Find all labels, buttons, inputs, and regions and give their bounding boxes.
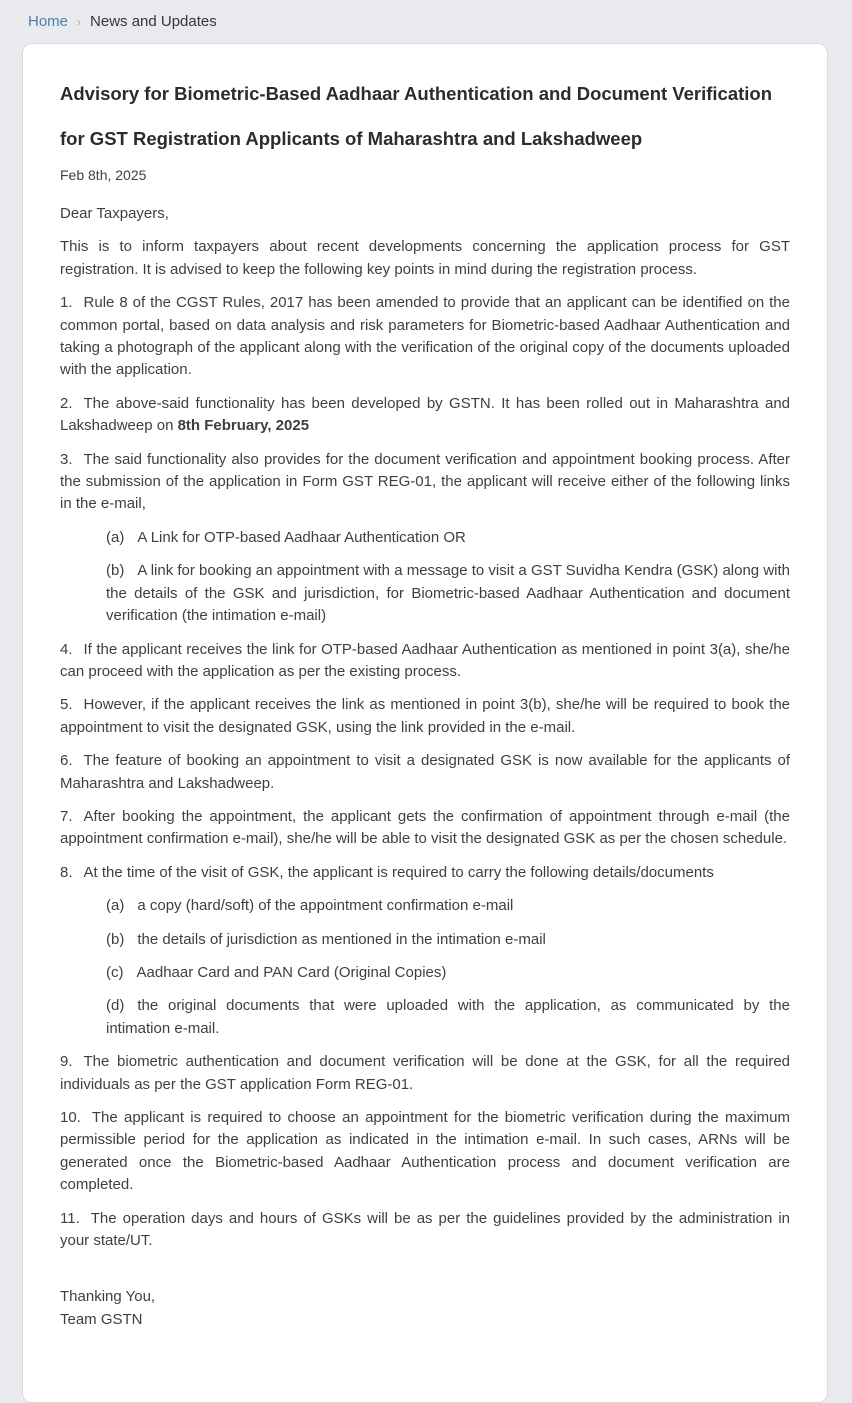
list-marker: 8. bbox=[60, 863, 73, 881]
breadcrumb-home-link[interactable]: Home bbox=[28, 13, 69, 30]
list-marker: 9. bbox=[60, 1053, 73, 1071]
list-item: 7. After booking the appointment, the applicant gets the confirmation of appointment through e-mail (the appointment confirmation e-mail), she/he will be able to visit the designated GSK as per the chosen schedule. bbox=[60, 807, 790, 848]
advisory-body bbox=[60, 203, 790, 1331]
list-item: 4. If the applicant receives the link for OTP-based Aadhaar Authentication as mentioned in point 3(a), she/he can proceed with the application as per the existing process. bbox=[60, 640, 790, 680]
list-marker: 5. bbox=[60, 696, 73, 714]
breadcrumb bbox=[0, 0, 852, 34]
list-marker: 7. bbox=[60, 807, 73, 825]
sub-list-item: (b) A link for booking an appointment with a message to visit a GST Suvidha Kendra (GSK) along with the details of the GSK and jurisdiction, for Biometric-based Aadhaar Authentication and document verification (the intimation e-mail) bbox=[106, 562, 790, 625]
paragraph: This is to inform taxpayers about recent developments concerning the application process for GST registration. It is advised to keep the following key points in mind during the registration process. bbox=[60, 238, 790, 278]
list-item: 6. The feature of booking an appointment to visit a designated GSK is now available for the applicants of Maharashtra and Lakshadweep. bbox=[60, 752, 790, 792]
list-item: 3. The said functionality also provides for the document verification and appointment booking process. After the submission of the application in Form GST REG-01, the applicant will receive either of the following links in the e-mail, bbox=[60, 450, 790, 513]
list-marker: (c) bbox=[106, 963, 124, 981]
sub-list-item: (a) a copy (hard/soft) of the appointment confirmation e-mail bbox=[106, 895, 790, 917]
list-item: 8. At the time of the visit of GSK, the applicant is required to carry the following details/documents bbox=[60, 862, 790, 884]
bold-text: 8th February, 2025 bbox=[177, 417, 310, 435]
list-item: 1. Rule 8 of the CGST Rules, 2017 has been amended to provide that an applicant can be identified on the common portal, based on data analysis and risk parameters for Biometric-based Aadhaar Authentication and taking a photograph of the applicant along with the verification of the original copy of the documents uploaded with the application. bbox=[60, 294, 790, 379]
advisory-title: Advisory for Biometric-Based Aadhaar Authentication and Document Verification for GST Registration Applicants of Maharashtra and Lakshadweep bbox=[60, 83, 773, 149]
list-marker: (a) bbox=[106, 897, 125, 915]
advisory-card bbox=[22, 43, 828, 1403]
sub-list-item: (b) the details of jurisdiction as mentioned in the intimation e-mail bbox=[106, 929, 790, 951]
signoff: Thanking You, Team GSTN bbox=[60, 1288, 156, 1328]
breadcrumb-current-page: News and Updates bbox=[90, 13, 217, 30]
salutation: Dear Taxpayers, bbox=[60, 205, 169, 222]
sub-list-item: (a) A Link for OTP-based Aadhaar Authentication OR bbox=[106, 527, 790, 549]
list-marker: 6. bbox=[60, 752, 73, 770]
list-marker: 11. bbox=[60, 1209, 80, 1227]
advisory-date: Feb 8th, 2025 bbox=[60, 167, 147, 183]
list-marker: 4. bbox=[60, 640, 73, 658]
list-marker: 1. bbox=[60, 294, 73, 312]
list-item: 5. However, if the applicant receives the link as mentioned in point 3(b), she/he will be required to book the appointment to visit the designated GSK, using the link provided in the e-mail. bbox=[60, 696, 790, 736]
list-item: 2. The above-said functionality has been developed by GSTN. It has been rolled out in Maharashtra and Lakshadweep on 8th February, 2025 bbox=[60, 394, 790, 435]
list-marker: 10. bbox=[60, 1109, 81, 1126]
list-marker: (b) bbox=[106, 930, 125, 948]
list-marker: (d) bbox=[106, 997, 125, 1015]
chevron-right-icon: › bbox=[77, 14, 82, 29]
list-item: 11. The operation days and hours of GSKs will be as per the guidelines provided by the administration in your state/UT. bbox=[60, 1209, 790, 1250]
list-item: 10. The applicant is required to choose an appointment for the biometric verification during the maximum permissible period for the application as indicated in the intimation e-mail. In such cases, ARNs will be generated once the Biometric-based Aadhaar Authentication process and document verification are completed. bbox=[60, 1109, 790, 1194]
list-marker: 3. bbox=[60, 450, 73, 468]
list-marker: (b) bbox=[106, 562, 125, 580]
list-item: 9. The biometric authentication and document verification will be done at the GSK, for all the required individuals as per the GST application Form REG-01. bbox=[60, 1053, 790, 1093]
list-marker: 2. bbox=[60, 394, 73, 412]
list-marker: (a) bbox=[106, 528, 125, 546]
sub-list-item: (d) the original documents that were uploaded with the application, as communicated by the intimation e-mail. bbox=[106, 997, 790, 1037]
sub-list-item: (c) Aadhaar Card and PAN Card (Original Copies) bbox=[106, 962, 790, 984]
